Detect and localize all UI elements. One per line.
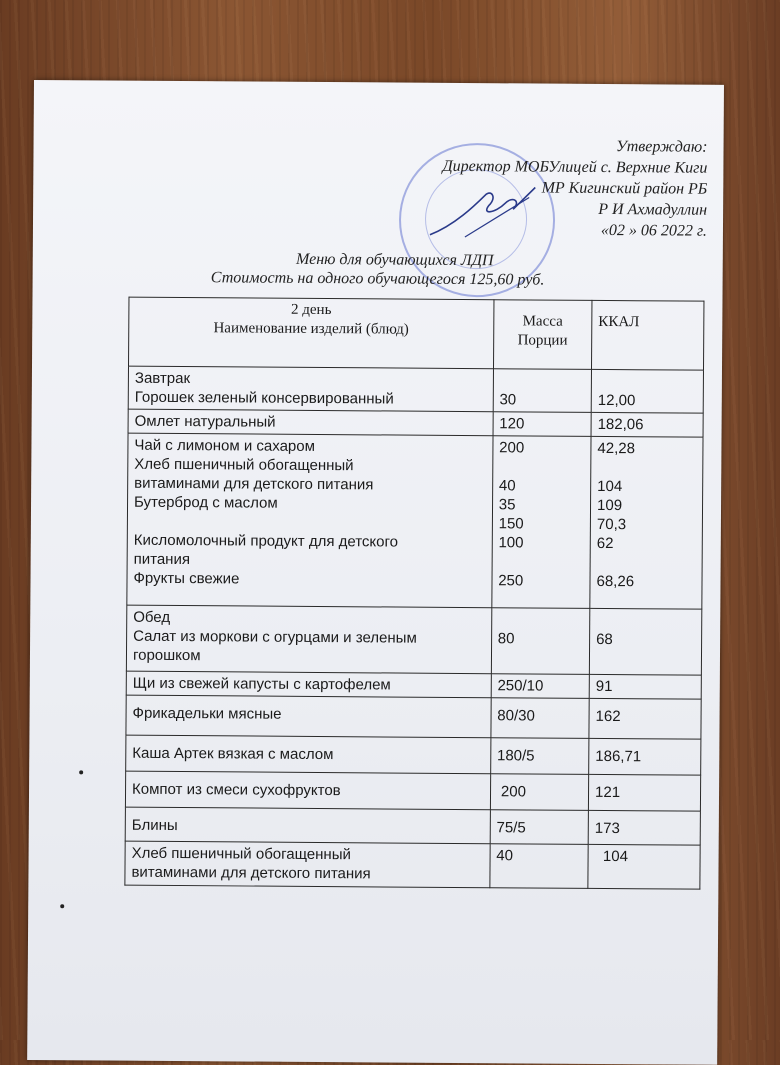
dish-name-cell	[125, 841, 490, 888]
approval-line-3: МР Кигинский район РБ	[541, 179, 708, 198]
portion-mass: 150	[498, 515, 524, 533]
calories-cell	[590, 436, 703, 609]
table-row	[126, 695, 701, 739]
portion-mass: 200	[496, 783, 527, 801]
table-row	[125, 771, 700, 811]
portion-mass: 40	[496, 847, 514, 865]
calories: 104	[594, 847, 629, 866]
calories	[596, 611, 695, 631]
portion-mass	[496, 865, 581, 885]
paper-speck	[79, 770, 83, 774]
header-day: 2 день	[290, 301, 332, 319]
approval-block	[442, 135, 708, 242]
approval-date: «02 » 06 2022 г.	[600, 221, 708, 240]
portion-mass	[498, 552, 583, 572]
dish-name-cell	[126, 671, 491, 698]
portion-mass: 200	[499, 439, 525, 457]
dish-name: витаминами для детского питания	[131, 863, 371, 883]
calories	[596, 649, 695, 669]
calories: 91	[595, 677, 613, 696]
calories: 104	[597, 477, 623, 496]
table-row	[126, 735, 701, 775]
menu-table	[124, 297, 704, 890]
calories-cell	[589, 738, 701, 775]
calories: 42,28	[597, 439, 636, 458]
dish-name: Хлеб пшеничный обогащенный	[131, 844, 351, 864]
approval-line-4: Р И Ахмадуллин	[598, 200, 708, 219]
dish-name: Каша Артек вязкая с маслом	[132, 744, 334, 764]
portion-mass: 80/30	[497, 707, 535, 725]
portion-mass: 80	[497, 630, 515, 648]
dish-name: Фрикадельки мясные	[132, 704, 282, 723]
header-name-cell	[129, 297, 494, 369]
portion-mass-cell	[490, 774, 589, 811]
dish-name: Щи из свежей капусты с картофелем	[132, 674, 391, 694]
portion-mass-cell	[493, 412, 591, 437]
dish-name: Чай с лимоном и сахаром	[134, 436, 316, 455]
dish-name-cell	[126, 735, 491, 774]
portion-mass: 250/10	[497, 677, 544, 695]
dish-name-cell	[128, 366, 493, 412]
header-name: Наименование изделий (блюд)	[213, 320, 409, 338]
calories-cell	[591, 369, 703, 413]
table-body	[125, 366, 704, 889]
calories-cell	[588, 810, 700, 845]
dish-name: Фрукты свежие	[133, 569, 240, 588]
dish-name: Омлет натуральный	[134, 412, 276, 431]
dish-name: Кисломолочный продукт для детского	[133, 531, 399, 551]
calories: 186,71	[595, 747, 642, 766]
calories: 68	[596, 630, 613, 649]
dish-name: Завтрак	[134, 369, 191, 388]
calories	[597, 458, 696, 478]
portion-mass: 40	[498, 477, 516, 495]
calories	[598, 372, 697, 392]
portion-mass	[498, 610, 583, 630]
calories: 121	[594, 783, 621, 802]
table-row	[128, 366, 703, 413]
header-kcal: ККАЛ	[592, 300, 704, 370]
dish-name: Компот из смеси сухофруктов	[131, 780, 341, 800]
calories	[594, 866, 693, 886]
table-header-row	[129, 297, 704, 370]
header-mass-1: Масса	[522, 313, 563, 330]
portion-mass: 180/5	[496, 747, 535, 765]
approval-line-1: Утверждаю:	[615, 138, 708, 156]
calories: 162	[595, 707, 621, 726]
menu-title-line-1: Меню для обучающихся ЛДП	[295, 250, 494, 270]
calories-cell	[588, 774, 700, 811]
table-row	[125, 841, 700, 889]
dish-name-cell	[125, 771, 490, 810]
menu-title	[33, 248, 723, 291]
portion-mass-cell	[490, 810, 589, 845]
dish-name: витаминами для детского питания	[134, 474, 374, 494]
dish-name-cell	[126, 605, 491, 674]
calories: 173	[594, 819, 620, 838]
calories-cell	[589, 674, 701, 699]
calories-cell	[591, 412, 703, 437]
menu-document	[27, 80, 724, 1065]
portion-mass-cell	[491, 674, 589, 699]
portion-mass: 30	[499, 391, 517, 409]
portion-mass-cell	[492, 436, 591, 609]
calories-cell	[589, 608, 701, 675]
header-mass-cell	[493, 300, 592, 370]
calories: 182,06	[597, 415, 644, 434]
portion-mass	[498, 648, 583, 668]
calories: 109	[596, 496, 623, 515]
calories	[597, 553, 696, 573]
portion-mass	[500, 371, 585, 391]
dish-name: Бутерброд с маслом	[133, 493, 278, 512]
dish-name-cell	[127, 433, 493, 608]
table-row	[125, 807, 700, 845]
dish-name-cell	[128, 409, 493, 436]
calories-cell	[589, 698, 701, 739]
table-row	[126, 605, 701, 675]
table-row	[127, 433, 703, 609]
calories: 68,26	[596, 572, 635, 591]
portion-mass-cell	[491, 698, 590, 739]
dish-name: горошком	[132, 646, 201, 665]
paper-speck	[60, 904, 64, 908]
portion-mass: 75/5	[496, 819, 526, 837]
calories: 70,3	[596, 515, 627, 534]
portion-mass-cell	[491, 608, 590, 675]
menu-cost-line: Стоимость на одного обучающегося 125,60 руб.	[210, 269, 545, 289]
calories-cell	[588, 844, 700, 889]
portion-mass: 250	[498, 572, 524, 590]
dish-name: Обед	[133, 608, 171, 626]
portion-mass: 120	[499, 415, 525, 433]
header-mass-2: Порции	[517, 332, 568, 349]
dish-name	[134, 512, 486, 533]
dish-name: Хлеб пшеничный обогащенный	[134, 455, 354, 475]
dish-name-cell	[126, 695, 491, 738]
portion-mass-cell	[490, 738, 589, 775]
calories: 62	[596, 534, 614, 553]
dish-name-cell	[125, 807, 490, 844]
portion-mass-cell	[493, 369, 592, 413]
dish-name: Салат из моркови с огурцами и зеленым	[133, 627, 417, 647]
dish-name: Горошек зеленый консервированный	[134, 388, 394, 408]
portion-mass: 35	[498, 496, 516, 514]
calories: 12,00	[597, 391, 636, 410]
dish-name: Блины	[131, 816, 178, 835]
portion-mass: 100	[498, 534, 524, 552]
portion-mass	[499, 457, 584, 477]
dish-name: питания	[133, 550, 191, 569]
approval-line-2: Директор МОБУлицей с. Верхние Киги	[442, 157, 708, 177]
portion-mass-cell	[490, 844, 589, 889]
